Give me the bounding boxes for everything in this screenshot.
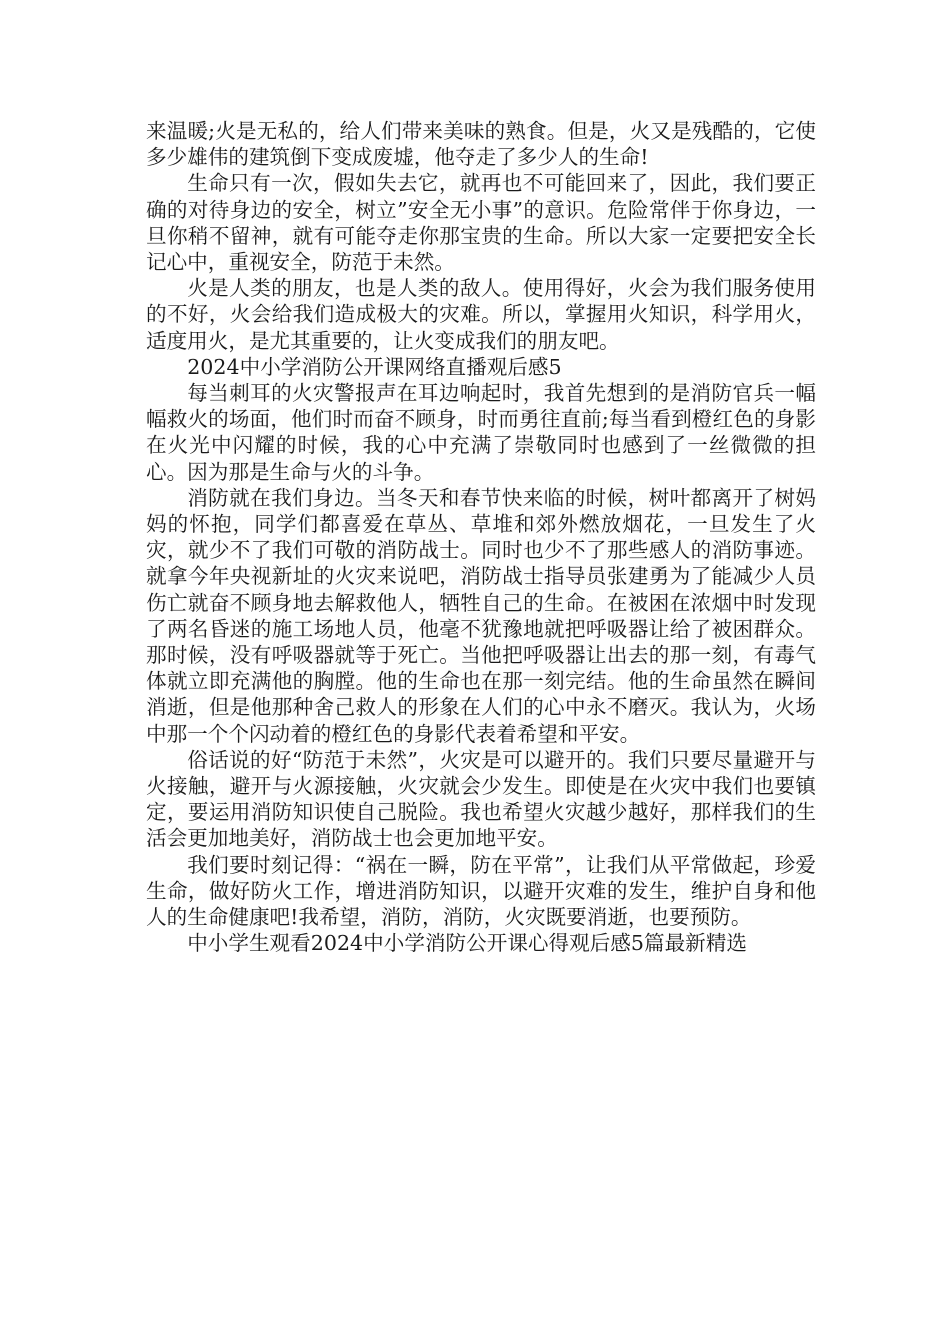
paragraph-alarm: 每当刺耳的火灾警报声在耳边响起时，我首先想到的是消防官兵一幅幅救火的场面，他们时而奋不顾身，时而勇往直前;每当看到橙红色的身影在火光中闪耀的时候，我的心中充满了崇敬同时也感到了一丝微微的担心。因为那是生命与火的斗争。 [146, 381, 816, 484]
paragraph-fire-friend: 火是人类的朋友，也是人类的敌人。使用得好，火会为我们服务使用的不好，火会给我们造成极大的灾难。所以，掌握用火知识，科学用火，适度用火，是尤其重要的，让火变成我们的朋友吧。 [146, 276, 816, 353]
paragraph-conclusion: 我们要时刻记得：“祸在一瞬，防在平常”，让我们从平常做起，珍爱生命，做好防火工作，增进消防知识，以避开灾难的发生，维护自身和他人的生命健康吧!我希望，消防，消防，火灾既要消逝，也要预防。 [146, 852, 816, 930]
document-footer-title: 中小学生观看2024中小学消防公开课心得观后感5篇最新精选 [187, 931, 747, 956]
paragraph-safety: 生命只有一次，假如失去它，就再也不可能回来了，因此，我们要正确的对待身边的安全，树立”安全无小事”的意识。危险常伴于你身边，一旦你稍不留神，就有可能夺走你那宝贵的生命。所以大家一定要把安全长记心中，重视安全，防范于未然。 [146, 171, 816, 275]
paragraph-firefighter-story: 消防就在我们身边。当冬天和春节快来临的时候，树叶都离开了树妈妈的怀抱，同学们都喜爱在草丛、草堆和郊外燃放烟花，一旦发生了火灾，就少不了我们可敬的消防战士。同时也少不了那些感人的消防事迹。就拿今年央视新址的火灾来说吧，消防战士指导员张建勇为了能减少人员伤亡就奋不顾身地去解救他人，牺牲自己的生命。在被困在浓烟中时发现了两名昏迷的施工场地人员，他毫不犹豫地就把呼吸器让给了被困群众。那时候，没有呼吸器就等于死亡。当他把呼吸器让出去的那一刻，有毒气体就立即充满他的胸膛。他的生命也在那一刻完结。他的生命虽然在瞬间消逝，但是他那种舍己救人的形象在人们的心中永不磨灭。我认为，火场中那一个个闪动着的橙红色的身影代表着希望和平安。 [146, 485, 816, 746]
section-heading: 2024中小学消防公开课网络直播观后感5 [187, 354, 562, 379]
paragraph-prevention: 俗话说的好“防范于未然”，火灾是可以避开的。我们只要尽量避开与火接触，避开与火源接触，火灾就会少发生。即使是在火灾中我们也要镇定，要运用消防知识使自己脱险。我也希望火灾越少越好，那样我们的生活会更加地美好，消防战士也会更加地平安。 [146, 747, 816, 851]
paragraph-continuation: 来温暖;火是无私的，给人们带来美味的熟食。但是，火又是残酷的，它使多少雄伟的建筑倒下变成废墟，他夺走了多少人的生命! [146, 119, 816, 170]
document-body [146, 118, 816, 957]
